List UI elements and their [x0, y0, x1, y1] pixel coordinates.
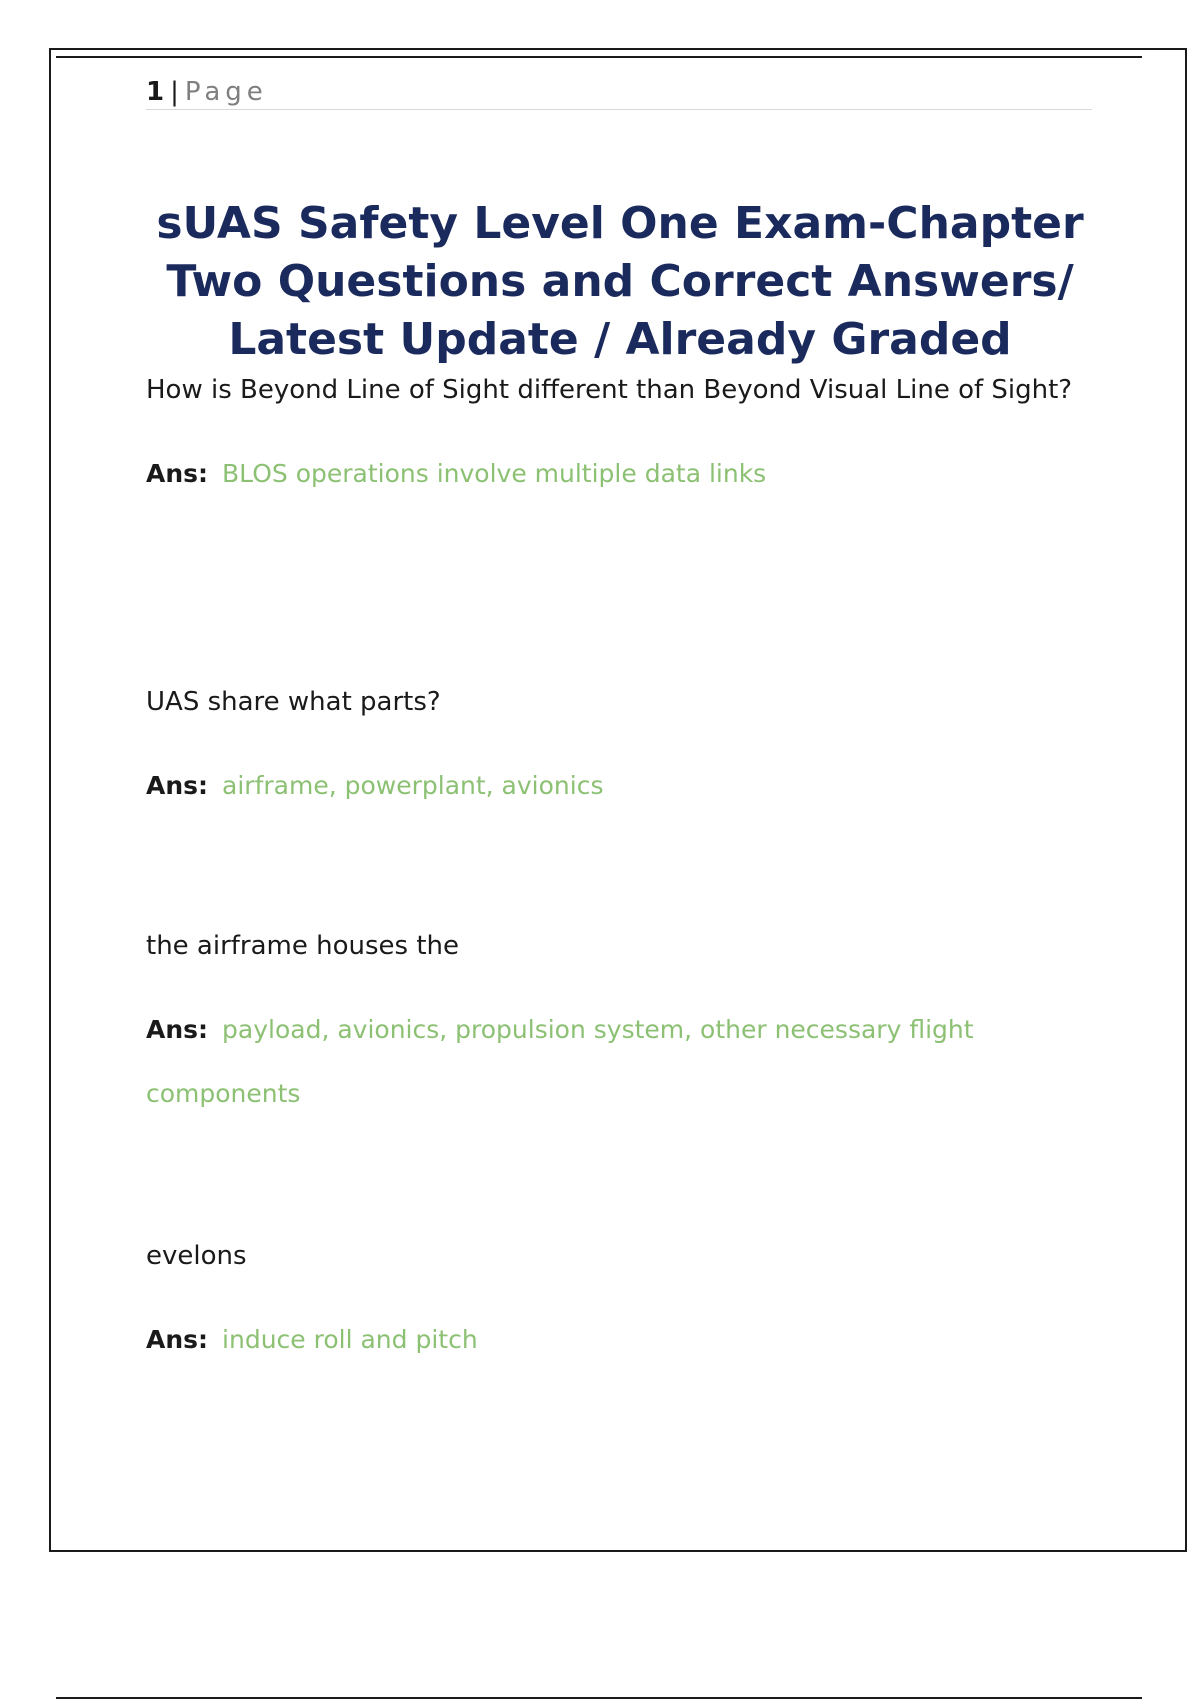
- title-line-2: Two Questions and Correct Answers/: [166, 256, 1074, 307]
- page-header: [146, 76, 1092, 110]
- answer-line: [146, 442, 1076, 506]
- answer-line: [146, 754, 1076, 818]
- answer-text: airframe, powerplant, avionics: [222, 771, 604, 800]
- question-text: How is Beyond Line of Sight different than Beyond Visual Line of Sight?: [146, 375, 1073, 405]
- page-label: Page: [184, 77, 268, 107]
- document-title: [140, 195, 1100, 369]
- answer-line: [146, 998, 1076, 1126]
- answer-label: Ans:: [146, 771, 209, 800]
- answer-text: BLOS operations involve multiple data links: [222, 459, 767, 488]
- title-line-3: Latest Update / Already Graded: [228, 314, 1012, 365]
- answer-label: Ans:: [146, 1015, 209, 1044]
- answer-label: Ans:: [146, 1325, 209, 1354]
- question-text: UAS share what parts?: [146, 687, 441, 717]
- answer-label: Ans:: [146, 459, 209, 488]
- qa-item-3: [146, 912, 1076, 1126]
- top-rule: [56, 56, 1142, 58]
- qa-item-2: [146, 668, 1076, 818]
- page-separator: |: [170, 77, 179, 107]
- qa-item-4: [146, 1222, 1076, 1372]
- title-line-1: sUAS Safety Level One Exam-Chapter: [156, 198, 1084, 249]
- question-text: the airframe houses the: [146, 931, 460, 961]
- page-number: 1: [146, 77, 165, 107]
- answer-text: induce roll and pitch: [222, 1325, 478, 1354]
- answer-text: payload, avionics, propulsion system, other necessary flight components: [146, 1015, 974, 1108]
- answer-line: [146, 1308, 1076, 1372]
- question-text: evelons: [146, 1241, 247, 1271]
- qa-item-1: [146, 356, 1076, 506]
- next-page-rule: [56, 1697, 1142, 1699]
